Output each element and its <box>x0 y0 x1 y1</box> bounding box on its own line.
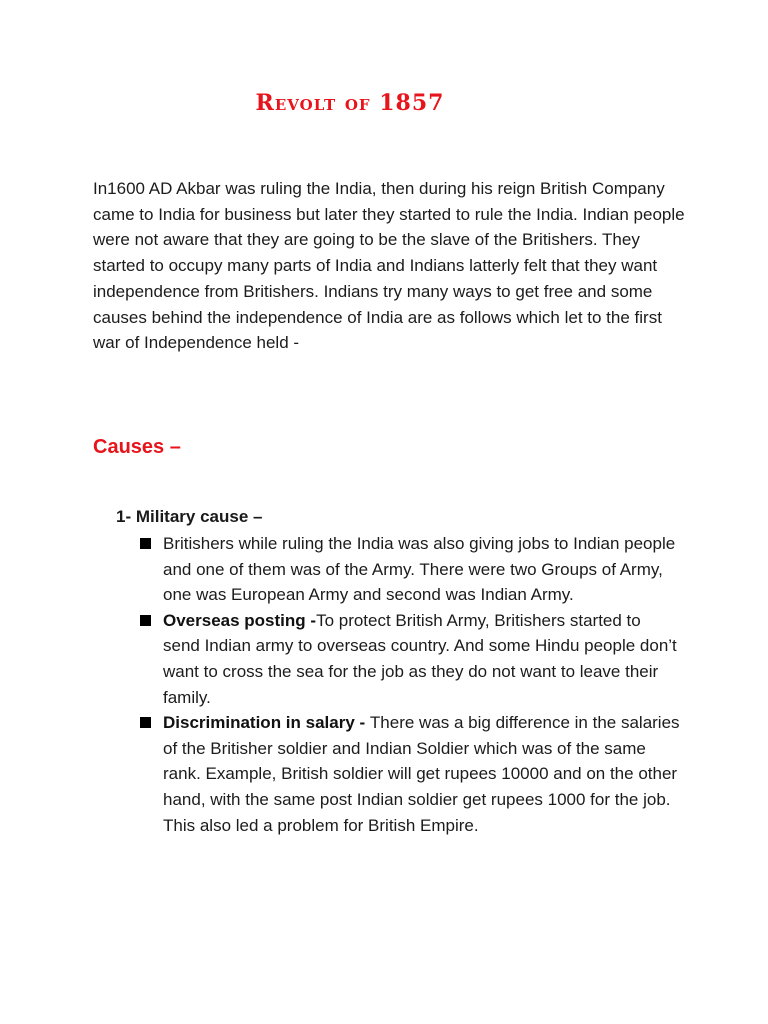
page-title: Revolt of 1857 <box>255 90 445 116</box>
bullet-term: Discrimination in salary - <box>163 713 370 733</box>
list-item <box>140 531 680 608</box>
square-bullet-icon <box>140 717 151 728</box>
bullet-text: To protect British Army, Britishers started to send Indian army to overseas country. And some Hindu people don’t want to cross the sea for the job as they do not want to leave their family. <box>163 610 677 707</box>
square-bullet-icon <box>140 538 151 549</box>
bullet-list <box>140 531 680 838</box>
bullet-term: Overseas posting - <box>163 610 317 630</box>
list-item <box>140 710 680 838</box>
intro-paragraph: In1600 AD Akbar was ruling the India, then during his reign British Company came to India for business but later they started to rule the India. Indian people were not aware that they are going to be the slave of the Britishers. They started to occupy many parts of India and Indians latterly felt that they want independence from Britishers. Indians try many ways to get free and some causes behind the independence of India are as follows which let to the first war of Independence held - <box>93 179 685 353</box>
list-item <box>140 608 680 710</box>
section-heading-causes: Causes – <box>93 436 181 458</box>
subsection-heading-military-cause: 1- Military cause – <box>116 507 263 526</box>
bullet-text: Britishers while ruling the India was also giving jobs to Indian people and one of them was of the Army. There were two Groups of Army, one was European Army and second was Indian Army. <box>163 534 676 605</box>
square-bullet-icon <box>140 615 151 626</box>
bullet-text: There was a big difference in the salaries of the Britisher soldier and Indian Soldier which was of the same rank. Example, British soldier will get rupees 10000 and on the other hand, with the same post Indian soldier get rupees 1000 for the job. This also led a problem for British Empire. <box>163 713 680 835</box>
